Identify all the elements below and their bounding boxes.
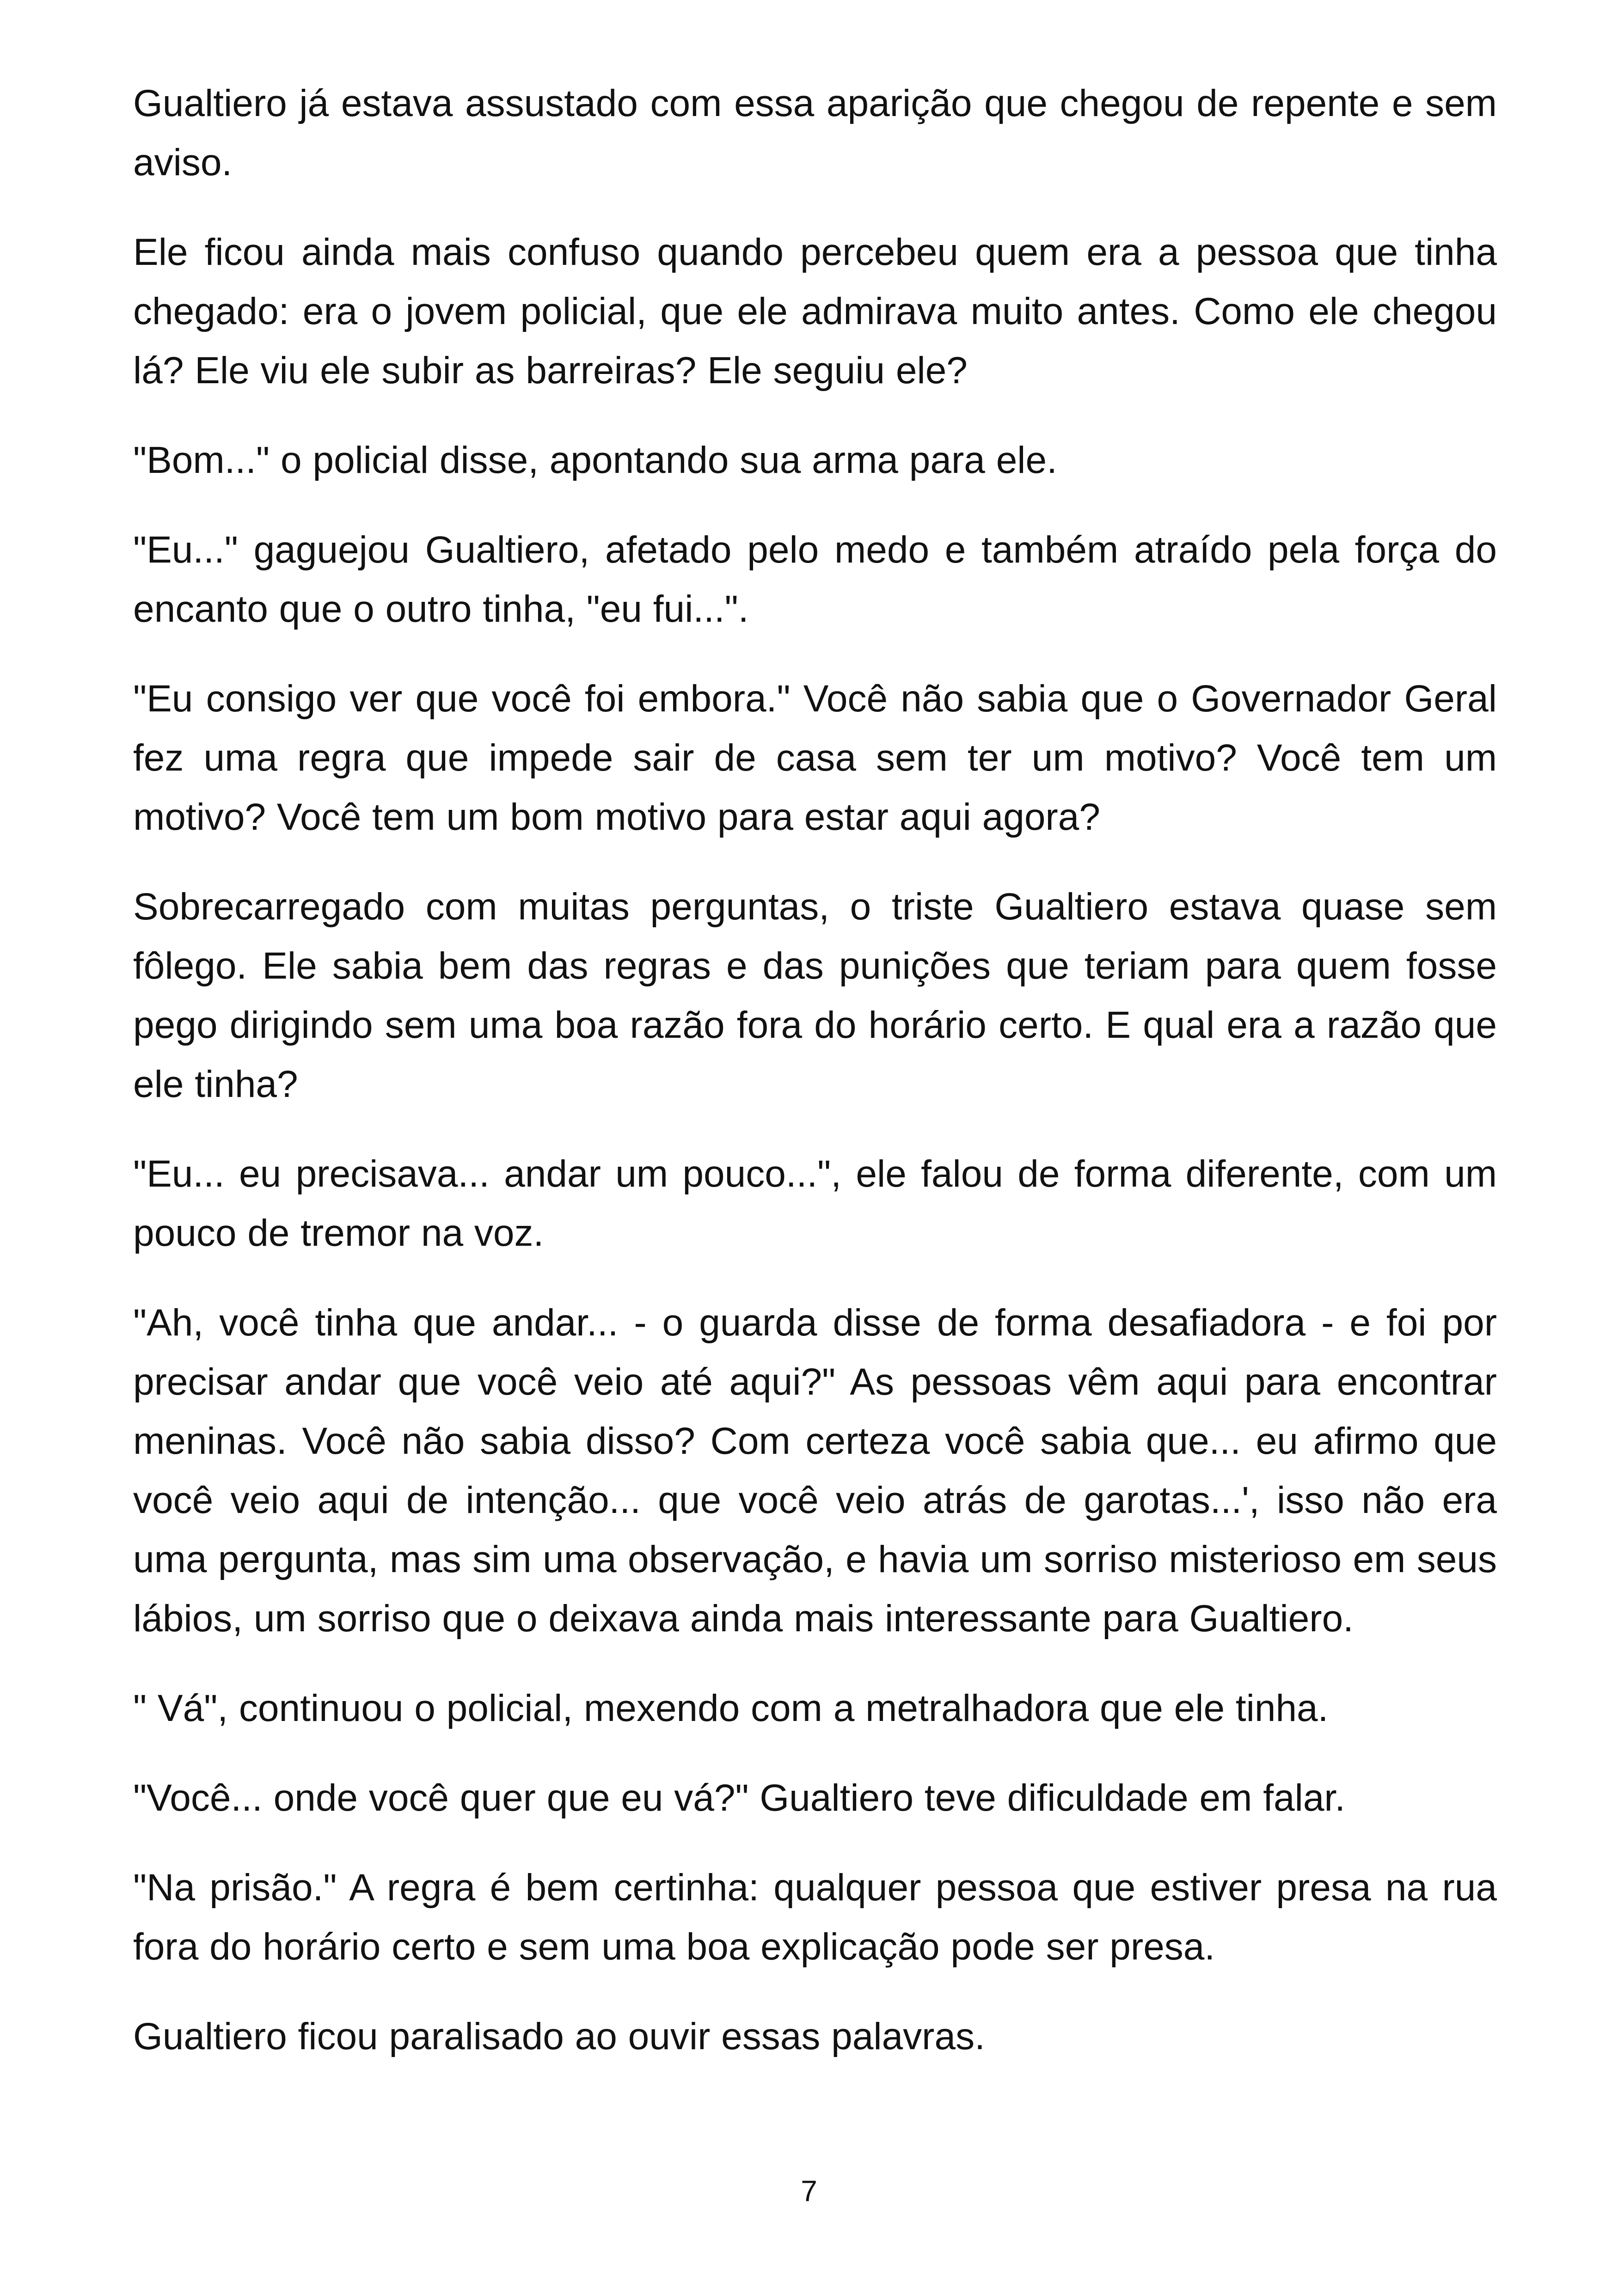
paragraph: Gualtiero já estava assustado com essa aparição que chegou de repente e sem aviso. xyxy=(133,82,1497,184)
paragraph: "Bom..." o policial disse, apontando sua arma para ele. xyxy=(133,439,1057,481)
paragraph: "Você... onde você quer que eu vá?" Gualtiero teve dificuldade em falar. xyxy=(133,1777,1345,1819)
paragraph: "Na prisão." A regra é bem certinha: qualquer pessoa que estiver presa na rua fora do horário certo e sem uma boa explicação pode ser presa. xyxy=(133,1867,1497,1968)
paragraph: " Vá", continuou o policial, mexendo com a metralhadora que ele tinha. xyxy=(133,1687,1329,1729)
paragraph: "Eu consigo ver que você foi embora." Você não sabia que o Governador Geral fez uma regra que impede sair de casa sem ter um motivo? Você tem um motivo? Você tem um bom motivo para estar aqui agora? xyxy=(133,678,1497,838)
paragraph: Ele ficou ainda mais confuso quando percebeu quem era a pessoa que tinha chegado: era o jovem policial, que ele admirava muito antes. Como ele chegou lá? Ele viu ele subir as barreiras? Ele seguiu ele? xyxy=(133,231,1497,392)
paragraph: "Ah, você tinha que andar... - o guarda disse de forma desafiadora - e foi por precisar andar que você veio até aqui?" As pessoas vêm aqui para encontrar meninas. Você não sabia disso? Com certeza você sabia que... eu afirmo que você veio aqui de intenção... que você veio atrás de garotas...', isso não era uma pergunta, mas sim uma observação, e havia um sorriso misterioso em seus lábios, um sorriso que o deixava ainda mais interessante para Gualtiero. xyxy=(133,1302,1497,1640)
paragraph: Gualtiero ficou paralisado ao ouvir essas palavras. xyxy=(133,2015,985,2057)
page-number: 7 xyxy=(801,2174,817,2208)
paragraph: "Eu... eu precisava... andar um pouco...", ele falou de forma diferente, com um pouco de tremor na voz. xyxy=(133,1153,1497,1254)
paragraph: Sobrecarregado com muitas perguntas, o triste Gualtiero estava quase sem fôlego. Ele sabia bem das regras e das punições que teriam para quem fosse pego dirigindo sem uma boa razão fora do horário certo. E qual era a razão que ele tinha? xyxy=(133,886,1497,1105)
paragraph: "Eu..." gaguejou Gualtiero, afetado pelo medo e também atraído pela força do encanto que o outro tinha, "eu fui...". xyxy=(133,529,1497,630)
document-body xyxy=(133,74,1497,2097)
